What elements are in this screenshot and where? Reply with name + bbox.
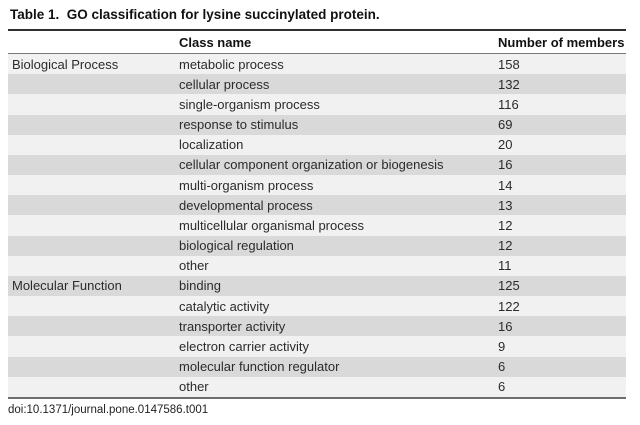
header-number-of-members: Number of members	[498, 34, 625, 50]
members-cell: 158	[498, 56, 520, 72]
go-classification-table	[8, 29, 626, 399]
class-name-cell: other	[179, 379, 209, 395]
class-name-cell: developmental process	[179, 197, 313, 213]
class-name-cell: cellular process	[179, 76, 270, 92]
members-cell: 132	[498, 76, 520, 92]
table-title: Table 1. GO classification for lysine succinylated protein.	[10, 7, 380, 22]
table-header-row	[8, 31, 626, 54]
members-cell: 116	[498, 96, 519, 112]
table-row	[8, 316, 626, 336]
table-row	[8, 115, 626, 135]
members-cell: 13	[498, 197, 513, 213]
table-row	[8, 256, 626, 276]
class-name-cell: electron carrier activity	[179, 338, 310, 354]
table-row	[8, 357, 626, 377]
class-name-cell: transporter activity	[179, 318, 286, 334]
members-cell: 69	[498, 117, 513, 133]
members-cell: 6	[498, 379, 506, 395]
table-row	[8, 215, 626, 235]
class-name-cell: multi-organism process	[179, 177, 314, 193]
class-name-cell: multicellular organismal process	[179, 217, 364, 233]
class-name-cell: catalytic activity	[179, 298, 270, 314]
class-name-cell: metabolic process	[179, 56, 284, 72]
table-row	[8, 74, 626, 94]
members-cell: 9	[498, 338, 506, 354]
class-name-cell: biological regulation	[179, 238, 294, 254]
table-row	[8, 296, 626, 316]
class-name-cell: single-organism process	[179, 96, 320, 112]
class-name-cell: response to stimulus	[179, 117, 299, 133]
members-cell: 16	[498, 157, 513, 173]
table-row	[8, 276, 626, 296]
members-cell: 16	[498, 318, 513, 334]
table-row	[8, 54, 626, 74]
header-class-name: Class name	[179, 34, 252, 50]
members-cell: 6	[498, 359, 506, 375]
members-cell: 11	[498, 258, 512, 274]
table-row	[8, 155, 626, 175]
members-cell: 12	[498, 238, 513, 254]
class-name-cell: localization	[179, 137, 244, 153]
class-name-cell: other	[179, 258, 209, 274]
doi-footnote: doi:10.1371/journal.pone.0147586.t001	[8, 404, 209, 416]
members-cell: 14	[498, 177, 513, 193]
members-cell: 20	[498, 137, 513, 153]
members-cell: 12	[498, 217, 513, 233]
table-row	[8, 175, 626, 195]
members-cell: 122	[498, 298, 520, 314]
table-row	[8, 135, 626, 155]
class-name-cell: cellular component organization or biogenesis	[179, 157, 444, 173]
category-cell: Biological Process	[12, 56, 119, 72]
table-row	[8, 195, 626, 215]
table-row	[8, 94, 626, 114]
table-row	[8, 236, 626, 256]
table-body	[8, 54, 626, 399]
table-row	[8, 336, 626, 356]
members-cell: 125	[498, 278, 520, 294]
table-row	[8, 377, 626, 397]
category-cell: Molecular Function	[12, 278, 122, 294]
class-name-cell: binding	[179, 278, 221, 294]
class-name-cell: molecular function regulator	[179, 359, 340, 375]
